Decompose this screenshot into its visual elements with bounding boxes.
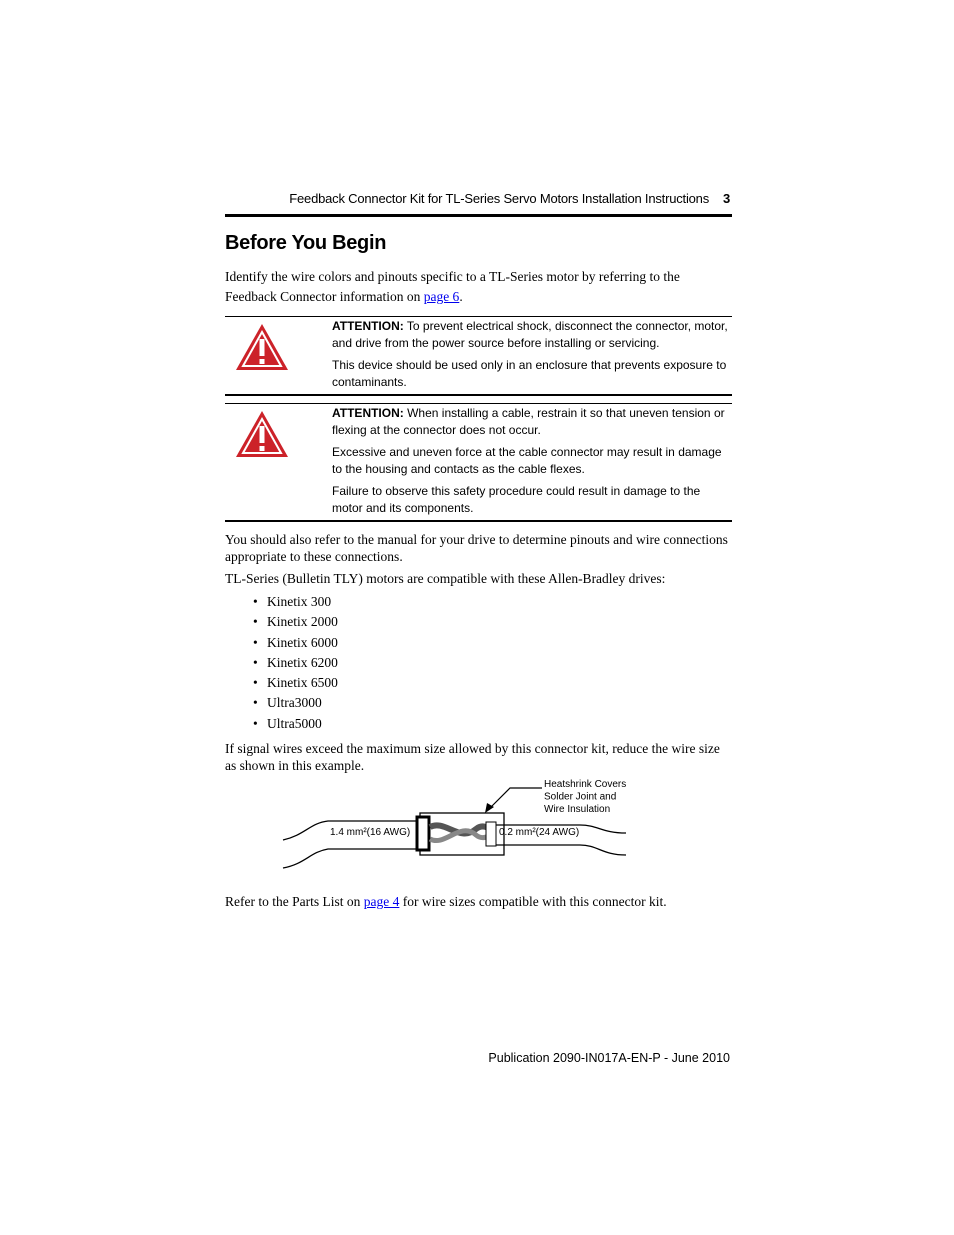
intro-paragraph — [225, 267, 730, 307]
list-item: • Kinetix 6200 — [253, 653, 338, 673]
attention2-line1: When installing a cable, restrain it so that uneven tension or flexing at the connector does not occur. — [332, 406, 725, 437]
attention1-label: ATTENTION: — [332, 319, 404, 333]
intro-text: Identify the wire colors and pinouts specific to a TL-Series motor by referring to the Feedback Connector information on — [225, 269, 680, 304]
left-conductor-end — [417, 817, 429, 850]
attention1-line1: To prevent electrical shock, disconnect the connector, motor, and drive from the power source before installing or servicing. — [332, 319, 728, 350]
compatible-drives-paragraph: TL-Series (Bulletin TLY) motors are compatible with these Allen-Bradley drives: — [225, 571, 666, 586]
attention2-line3: Failure to observe this safety procedure could result in damage to the motor and its components. — [332, 484, 701, 515]
section-title: Before You Begin — [225, 232, 387, 254]
callout-label-line3: Wire Insulation — [544, 804, 611, 815]
attention-divider-2 — [225, 403, 732, 404]
callout-leader-line — [490, 788, 542, 808]
right-wire-bottom-outline — [496, 845, 626, 855]
page-4-link[interactable]: page 4 — [363, 894, 400, 909]
refer-manual-paragraph: You should also refer to the manual for your drive to determine pinouts and wire connections appropriate to these connections. — [225, 532, 728, 564]
intro-text-end: . — [459, 289, 463, 304]
right-wire-label: 0.2 mm²(24 AWG) — [499, 827, 580, 838]
callout-arrowhead — [485, 803, 494, 813]
running-header-title: Feedback Connector Kit for TL-Series Servo Motors Installation Instructions — [289, 191, 709, 206]
list-item: • Ultra3000 — [253, 693, 338, 713]
list-item: • Kinetix 300 — [253, 592, 338, 612]
parts-list-text: Refer to the Parts List on — [225, 894, 364, 909]
header-rule — [225, 214, 732, 217]
right-conductor-end — [486, 822, 496, 846]
parts-list-text-end: for wire sizes compatible with this connector kit. — [399, 894, 667, 909]
attention-bottom-rule — [225, 520, 732, 522]
signal-wires-paragraph: If signal wires exceed the maximum size allowed by this connector kit, reduce the wire size as shown in this example. — [225, 741, 720, 773]
callout-label-line2: Solder Joint and — [544, 791, 617, 803]
list-item: • Kinetix 2000 — [253, 612, 338, 632]
list-item: • Ultra5000 — [253, 714, 338, 734]
attention-divider-1 — [225, 394, 732, 396]
list-item: • Kinetix 6000 — [253, 633, 338, 653]
left-wire-label: 1.4 mm²(16 AWG) — [330, 827, 411, 838]
publication-footer: Publication 2090-IN017A-EN-P - June 2010 — [488, 1051, 730, 1065]
wire-splice-diagram — [280, 775, 640, 875]
attention1-text — [332, 318, 732, 352]
callout-label-line1: Heatshrink Covers — [544, 779, 627, 790]
attention2-line2: Excessive and uneven force at the cable connector may result in damage to the housing and contacts as the cable flexes. — [332, 445, 722, 476]
warning-triangle-icon — [234, 322, 290, 372]
attention2-label: ATTENTION: — [332, 406, 404, 420]
parts-list-paragraph — [225, 892, 730, 912]
left-wire-bottom-outline — [283, 849, 430, 868]
list-item: • Kinetix 6500 — [253, 673, 338, 693]
drives-list — [253, 592, 338, 734]
page-6-link[interactable]: page 6 — [423, 289, 460, 304]
attention-top-rule — [225, 316, 732, 317]
warning-triangle-icon — [234, 409, 290, 459]
attention2-text — [332, 405, 732, 439]
page-number: 3 — [723, 191, 731, 206]
attention1-line2: This device should be used only in an enclosure that prevents exposure to contaminants. — [332, 358, 727, 389]
